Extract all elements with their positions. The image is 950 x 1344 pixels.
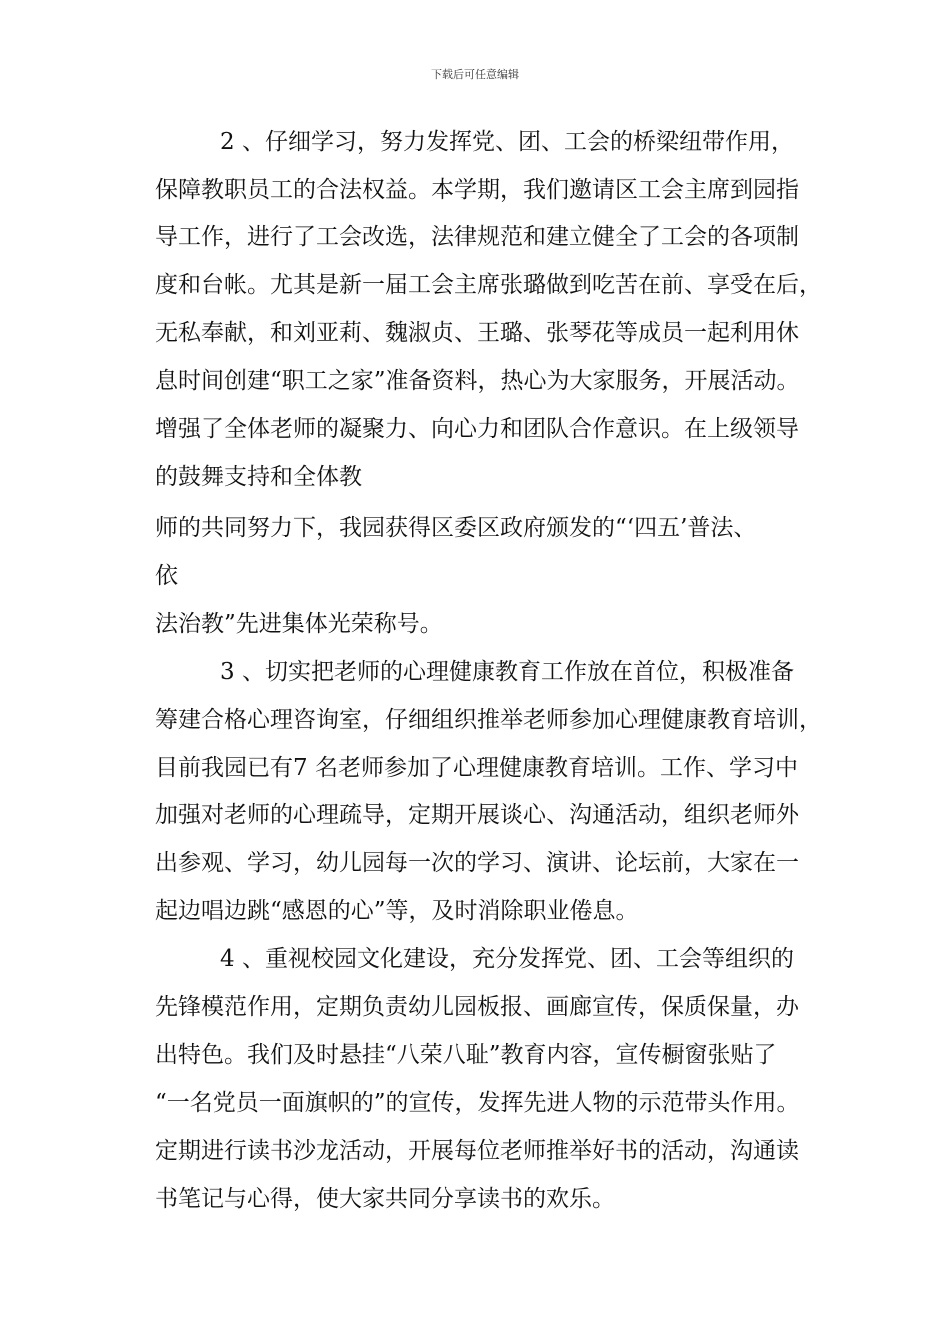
text-line: 起边唱边跳“感恩的心”等，及时消除职业倦息。 (155, 898, 639, 924)
text-line: 先锋模范作用，定期负责幼儿园板报、画廊宣传，保质保量，办 (155, 994, 799, 1020)
text-line: 书笔记与心得，使大家共同分享读书的欢乐。 (155, 1186, 615, 1212)
text-line: 出特色。我们及时悬挂“八荣八耻”教育内容，宣传橱窗张贴了 (155, 1042, 777, 1068)
text-line: 息时间创建“职工之家”准备资料，热心为大家服务，开展活动。 (155, 368, 800, 394)
page-header: 下载后可任意编辑 (431, 68, 519, 81)
text-line: 依 (155, 563, 178, 589)
text-line: 增强了全体老师的凝聚力、向心力和团队合作意识。在上级领导 (155, 416, 799, 442)
text-line: 目前我园已有7 名老师参加了心理健康教育培训。工作、学习中 (155, 755, 798, 781)
text-line: 师的共同努力下，我园获得区委区政府颁发的“‘四五’普法、 (155, 515, 757, 541)
text-line: “一名党员一面旗帜的”的宣传，发挥先进人物的示范带头作用。 (155, 1090, 800, 1116)
text-line: 筹建合格心理咨询室，仔细组织推举老师参加心理健康教育培训， (155, 707, 822, 733)
text-line: 4 、重视校园文化建设，充分发挥党、团、工会等组织的 (220, 946, 794, 972)
text-line: 保障教职员工的合法权益。本学期，我们邀请区工会主席到园指 (155, 177, 799, 203)
text-line: 无私奉献，和刘亚莉、魏淑贞、王璐、张琴花等成员一起利用休 (155, 320, 799, 346)
text-line: 定期进行读书沙龙活动，开展每位老师推举好书的活动，沟通读 (155, 1138, 799, 1164)
text-line: 度和台帐。尤其是新一届工会主席张璐做到吃苦在前、享受在后， (155, 272, 822, 298)
text-line: 出参观、学习，幼儿园每一次的学习、演讲、论坛前，大家在一 (155, 850, 799, 876)
text-line: 加强对老师的心理疏导，定期开展谈心、沟通活动，组织老师外 (155, 802, 799, 828)
text-line: 法治教”先进集体光荣称号。 (155, 611, 443, 637)
text-line: 导工作，进行了工会改选，法律规范和建立健全了工会的各项制 (155, 224, 799, 250)
text-line: 2 、仔细学习，努力发挥党、团、工会的桥梁纽带作用， (220, 129, 794, 155)
text-line: 的鼓舞支持和全体教 (155, 464, 362, 490)
text-line: 3 、切实把老师的心理健康教育工作放在首位，积极准备 (220, 659, 794, 685)
